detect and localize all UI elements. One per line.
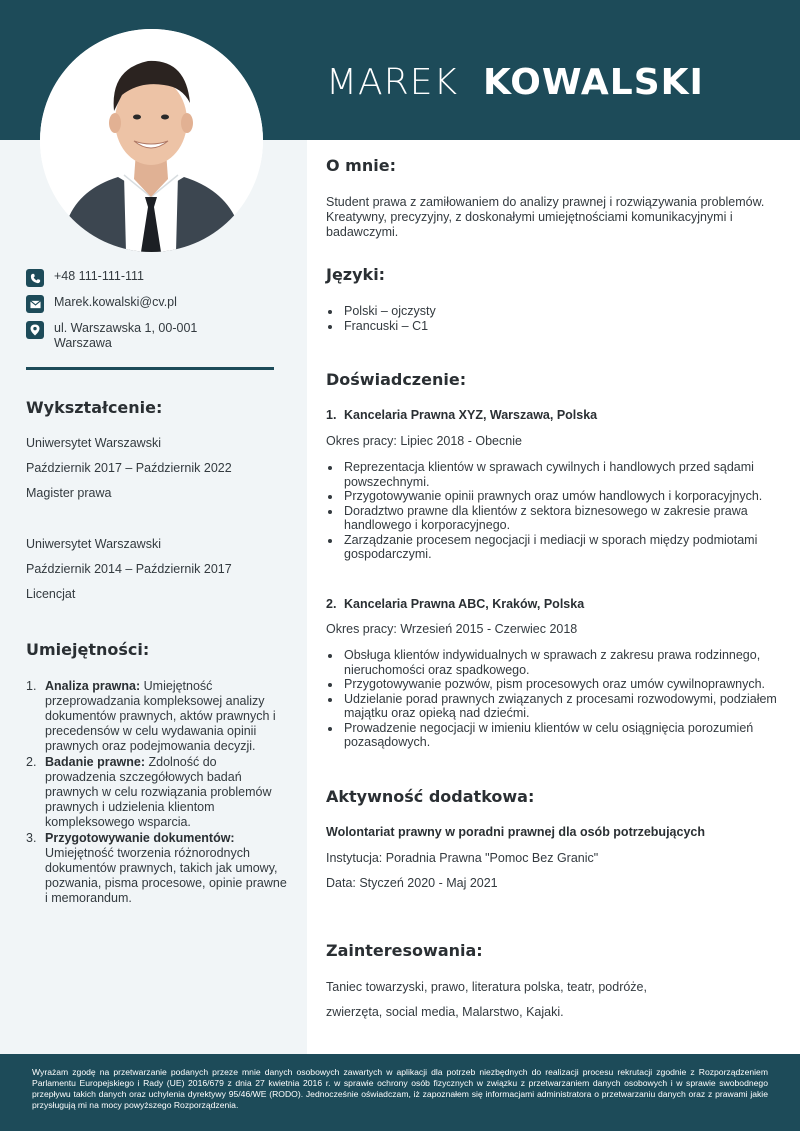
job-duty: Prowadzenie negocjacji w imieniu klientów w celu osiągnięcia porozumień pozasądowych. (326, 721, 781, 750)
skill-item (26, 679, 288, 754)
skill-number: 3. (26, 831, 37, 845)
education-school-1: Uniwersytet Warszawski (26, 436, 161, 450)
last-name: KOWALSKI (482, 62, 704, 103)
job-duty: Przygotowywanie pozwów, pism procesowych oraz umów cywilnoprawnych. (326, 677, 781, 692)
language-item: Francuski – C1 (326, 319, 781, 334)
job-period-2: Okres pracy: Wrzesień 2015 - Czerwiec 2018 (326, 622, 578, 636)
phone-number: +48 111-111-111 (54, 269, 145, 283)
skills-list (26, 679, 288, 907)
education-degree-2: Licencjat (26, 587, 76, 601)
phone-icon (26, 269, 44, 287)
skill-title: Analiza prawna: (45, 679, 141, 693)
languages-heading: Języki: (326, 265, 386, 284)
language-item: Polski – ojczysty (326, 304, 781, 319)
skills-heading: Umiejętności: (26, 640, 150, 659)
job-duty: Zarządzanie procesem negocjacji i mediacji w sporach między podmiotami gospodarczymi. (326, 533, 781, 562)
languages-list (326, 304, 781, 333)
education-dates-2: Październik 2014 – Październik 2017 (26, 562, 232, 576)
job-duty: Przygotowywanie opinii prawnych oraz umów handlowych i korporacyjnych. (326, 489, 781, 504)
address-line-2: Warszawa (54, 336, 112, 350)
interests-line-1: Taniec towarzyski, prawo, literatura polska, teatr, podróże, (326, 980, 647, 994)
education-dates-1: Październik 2017 – Październik 2022 (26, 461, 232, 475)
experience-heading: Doświadczenie: (326, 370, 467, 389)
job-number: 2. (326, 597, 337, 611)
profile-photo (40, 29, 263, 252)
contact-info (26, 269, 276, 359)
skill-text (45, 679, 288, 754)
address (54, 321, 197, 351)
job-name: Kancelaria Prawna XYZ, Warszawa, Polska (344, 408, 598, 422)
about-text: Student prawa z zamiłowaniem do analizy prawnej i rozwiązywania problemów. Kreatywny, precyzyjny, z doskonałymi umiejętnościami komunikacyjnymi i badawczymi. (326, 195, 765, 239)
activity-heading: Aktywność dodatkowa: (326, 787, 535, 806)
candidate-name (326, 62, 704, 103)
skill-description: Umiejętność przeprowadzania kompleksowej analizy dokumentów prawnych, aktów prawnych i precedensów w celu wydawania opinii prawnych oraz podejmowania decyzji. (45, 679, 276, 753)
education-school-2: Uniwersytet Warszawski (26, 537, 161, 551)
job-name: Kancelaria Prawna ABC, Kraków, Polska (344, 597, 585, 611)
skill-text (45, 755, 288, 830)
activity-institution: Instytucja: Poradnia Prawna "Pomoc Bez Granic" (326, 851, 599, 865)
job-duty: Doradztwo prawne dla klientów z sektora biznesowego w zakresie prawa handlowego i korporacyjnego. (326, 504, 781, 533)
skill-title: Przygotowywanie dokumentów: (45, 831, 235, 845)
skill-number: 1. (26, 679, 37, 693)
interests-heading: Zainteresowania: (326, 941, 483, 960)
email-icon (26, 295, 44, 313)
skill-number: 2. (26, 755, 37, 769)
contact-phone (26, 269, 276, 287)
job-number: 1. (326, 408, 337, 422)
contact-email (26, 295, 276, 313)
gdpr-consent-footer: Wyrażam zgodę na przetwarzanie podanych przeze mnie danych osobowych zawartych w aplikacji dla potrzeb niezbędnych do realizacji procesu rekrutacji zgodnie z Rozporządzeniem Parlamentu Europejskiego i Rady (UE) 2016/679 z dnia 27 kwietnia 2016 r. w sprawie ochrony osób fizycznych w związku z przetwarzaniem danych osobowych i w sprawie swobodnego przepływu takich danych oraz uchylenia dyrektywy 95/46/WE (RODO). Jednocześnie oświadczam, iż zapoznałem się informacjami administratora o przetwarzaniu danych oraz z prawami jakie przysługują mi na mocy powyższego Rozporządzenia. (0, 1054, 800, 1131)
contact-address (26, 321, 276, 351)
location-pin-icon (26, 321, 44, 339)
about-heading: O mnie: (326, 156, 396, 175)
skill-text (45, 831, 288, 906)
job-duty: Reprezentacja klientów w sprawach cywilnych i handlowych przed sądami powszechnymi. (326, 460, 781, 489)
skill-description: Zdolność do prowadzenia szczegółowych badań prawnych w celu rozwiązania problemów prawnych i udzielenia klientom kompleksowego wsparcia. (45, 755, 272, 829)
job-duty: Obsługa klientów indywidualnych w sprawach z zakresu prawa rodzinnego, nieruchomości oraz spadkowego. (326, 648, 781, 677)
education-degree-1: Magister prawa (26, 486, 112, 500)
activity-title: Wolontariat prawny w poradni prawnej dla osób potrzebujących (326, 825, 705, 839)
first-name: MAREK (326, 62, 459, 103)
skill-item (26, 831, 288, 906)
activity-date: Data: Styczeń 2020 - Maj 2021 (326, 876, 498, 890)
job-duties-2 (326, 648, 781, 750)
interests-line-2: zwierzęta, social media, Malarstwo, Kajaki. (326, 1005, 564, 1019)
job-title-1 (326, 408, 781, 422)
job-duties-1 (326, 460, 781, 562)
address-line-1: ul. Warszawska 1, 00-001 (54, 321, 198, 335)
job-duty: Udzielanie porad prawnych związanych z procesami rozwodowymi, podziałem majątku oraz opieką nad dziećmi. (326, 692, 781, 721)
sidebar-divider (26, 367, 274, 370)
skill-description: Umiejętność tworzenia różnorodnych dokumentów prawnych, takich jak umowy, pozwania, pisma procesowe, opinie prawne i memorandum. (45, 846, 287, 905)
skill-item (26, 755, 288, 830)
job-period-1: Okres pracy: Lipiec 2018 - Obecnie (326, 434, 522, 448)
skill-title: Badanie prawne: (45, 755, 146, 769)
email-address: Marek.kowalski@cv.pl (54, 295, 177, 309)
job-title-2 (326, 597, 781, 611)
education-heading: Wykształcenie: (26, 398, 163, 417)
